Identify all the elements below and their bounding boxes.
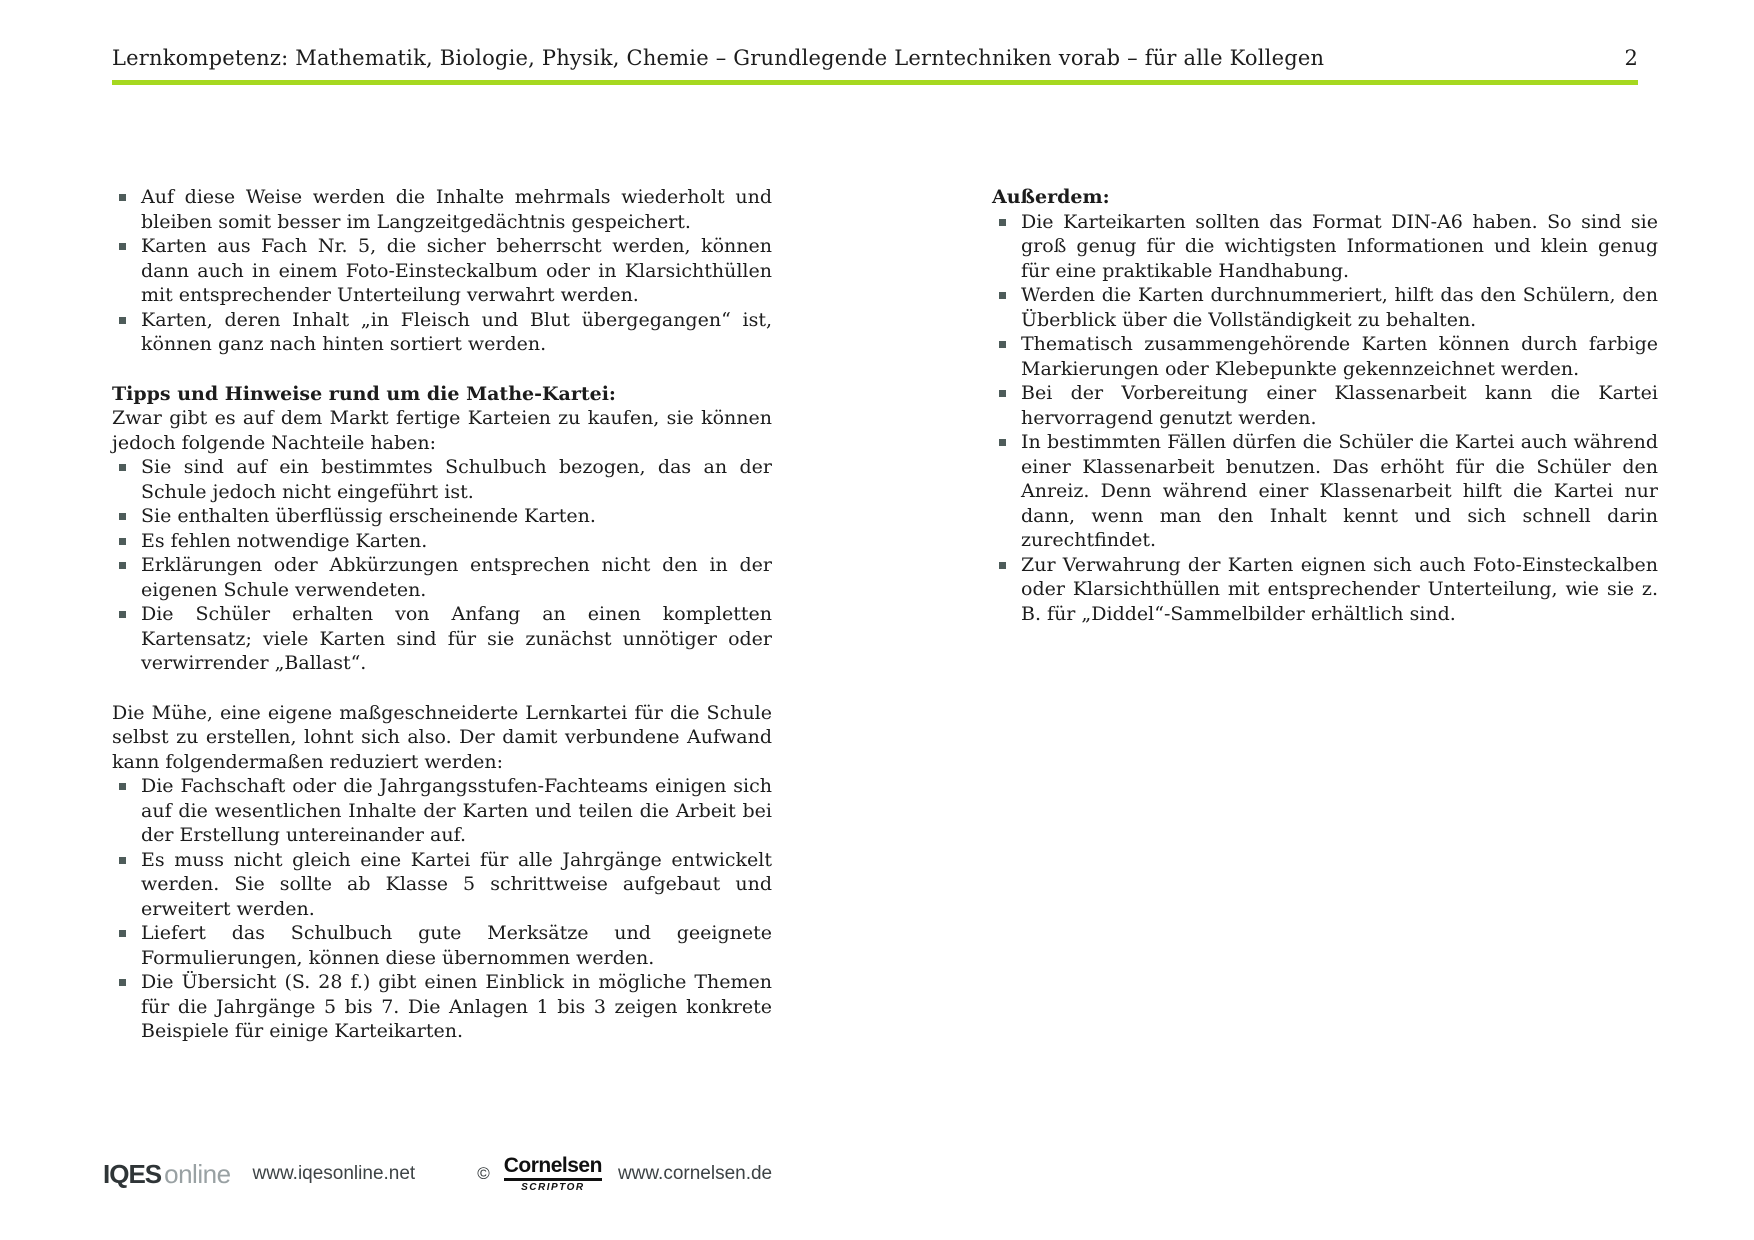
section-heading: Außerdem:: [992, 186, 1110, 208]
list-item: [992, 332, 1658, 381]
cornelsen-logo-text: Cornelsen: [504, 1155, 602, 1181]
iqes-online-logo: [103, 1159, 231, 1190]
bullet-square-icon: [119, 562, 126, 569]
bullet-list: [112, 455, 772, 676]
bullet-square-icon: [119, 513, 126, 520]
section-heading: Tipps und Hinweise rund um die Mathe-Kartei:: [112, 382, 616, 405]
list-item: [112, 848, 772, 922]
bullet-square-icon: [119, 243, 126, 250]
bullet-square-icon: [119, 857, 126, 864]
bullet-square-icon: [119, 930, 126, 937]
bullet-square-icon: [999, 341, 1006, 348]
footer: [103, 1154, 772, 1194]
cornelsen-scriptor-logo: [504, 1155, 602, 1193]
list-item-text: Karten, deren Inhalt „in Fleisch und Blut übergegangen“ ist, können ganz nach hinten sortiert werden.: [141, 308, 772, 355]
paragraph: Zwar gibt es auf dem Markt fertige Karteien zu kaufen, sie können jedoch folgende Nachteile haben:: [112, 407, 772, 454]
bullet-square-icon: [119, 783, 126, 790]
list-item: [112, 308, 772, 357]
list-item-text: Bei der Vorbereitung einer Klassenarbeit kann die Kartei hervorragend genutzt werden.: [1021, 382, 1658, 429]
bullet-square-icon: [999, 390, 1006, 397]
page-header: [112, 46, 1638, 70]
iqes-logo-text: IQES: [103, 1158, 162, 1189]
header-rule: [112, 80, 1638, 85]
copyright-symbol: ©: [477, 1164, 490, 1183]
list-item-text: Karten aus Fach Nr. 5, die sicher beherrscht werden, können dann auch in einem Foto-Einsteckalbum oder in Klarsichthüllen mit entsprechender Unterteilung verwahrt werden.: [141, 235, 772, 306]
list-item-text: Die Karteikarten sollten das Format DIN-A6 haben. So sind sie groß genug für die wichtigsten Informationen und klein genug für eine praktikable Handhabung.: [1021, 210, 1658, 282]
list-item-text: Liefert das Schulbuch gute Merksätze und geeignete Formulierungen, können diese übernommen werden.: [141, 922, 772, 969]
list-item-text: Es fehlen notwendige Karten.: [141, 529, 428, 552]
right-column: [992, 185, 1658, 626]
bullet-square-icon: [119, 464, 126, 471]
bullet-square-icon: [119, 979, 126, 986]
list-item-text: Erklärungen oder Abkürzungen entsprechen nicht den in der eigenen Schule verwendeten.: [141, 554, 772, 601]
list-item: [112, 504, 772, 529]
list-item-text: Die Übersicht (S. 28 f.) gibt einen Einblick in mögliche Themen für die Jahrgänge 5 bis 7. Die Anlagen 1 bis 3 zeigen konkrete Beispiele für einige Karteikarten.: [141, 971, 772, 1042]
bullet-list: [112, 185, 772, 357]
bullet-square-icon: [999, 219, 1006, 226]
list-item: [992, 553, 1658, 627]
list-item: [112, 553, 772, 602]
list-item: [992, 381, 1658, 430]
list-item-text: Die Fachschaft oder die Jahrgangsstufen-Fachteams einigen sich auf die wesentlichen Inhalte der Karten und teilen die Arbeit bei der Erstellung untereinander auf.: [141, 775, 772, 846]
page-header-title: Lernkompetenz: Mathematik, Biologie, Physik, Chemie – Grundlegende Lerntechniken vorab – für alle Kollegen: [112, 46, 1325, 70]
bullet-square-icon: [119, 611, 126, 618]
bullet-square-icon: [119, 194, 126, 201]
bullet-list: [112, 774, 772, 1044]
list-item-text: Die Schüler erhalten von Anfang an einen kompletten Kartensatz; viele Karten sind für sie zunächst unnötiger oder verwirrender „Ballast“.: [141, 603, 772, 674]
bullet-square-icon: [119, 317, 126, 324]
list-item-text: Sie enthalten überflüssig erscheinende Karten.: [141, 505, 596, 527]
list-item: [112, 529, 772, 554]
list-item-text: Werden die Karten durchnummeriert, hilft das den Schülern, den Überblick über die Vollständigkeit zu behalten.: [1021, 284, 1658, 331]
list-item: [112, 921, 772, 970]
list-item: [992, 210, 1658, 284]
list-item: [112, 774, 772, 848]
bullet-list: [992, 210, 1658, 627]
iqes-logo-online-text: online: [164, 1158, 231, 1189]
list-item-text: Sie sind auf ein bestimmtes Schulbuch bezogen, das an der Schule jedoch nicht eingeführt ist.: [141, 456, 772, 503]
list-item-text: Zur Verwahrung der Karten eignen sich auch Foto-Einsteckalben oder Klarsichthüllen mit entsprechender Unterteilung, wie sie z. B. für „Diddel“-Sammelbilder erhältlich sind.: [1021, 553, 1658, 625]
scriptor-logo-text: SCRIPTOR: [521, 1182, 585, 1193]
list-item: [112, 455, 772, 504]
paragraph: Die Mühe, eine eigene maßgeschneiderte Lernkartei für die Schule selbst zu erstellen, lohnt sich also. Der damit verbundene Aufwand kann folgendermaßen reduziert werden:: [112, 701, 772, 773]
page-number: 2: [1624, 46, 1638, 70]
list-item: [112, 970, 772, 1044]
left-column: [112, 185, 772, 1044]
bullet-square-icon: [999, 439, 1006, 446]
iqes-url: www.iqesonline.net: [252, 1163, 416, 1184]
list-item: [112, 602, 772, 676]
bullet-square-icon: [999, 562, 1006, 569]
cornelsen-url: www.cornelsen.de: [617, 1163, 773, 1184]
list-item: [992, 283, 1658, 332]
list-item-text: Es muss nicht gleich eine Kartei für alle Jahrgänge entwickelt werden. Sie sollte ab Klasse 5 schrittweise aufgebaut und erweitert werden.: [141, 848, 772, 920]
bullet-square-icon: [119, 538, 126, 545]
list-item-text: In bestimmten Fällen dürfen die Schüler die Kartei auch während einer Klassenarbeit benutzen. Das erhöht für die Schüler den Anreiz. Denn während einer Klassenarbeit hilft die Kartei nur dann, wenn man den Inhalt kennt und sich schnell darin zurechtfindet.: [1021, 431, 1658, 551]
list-item-text: Auf diese Weise werden die Inhalte mehrmals wiederholt und bleiben somit besser im Langzeitgedächtnis gespeichert.: [141, 186, 772, 233]
bullet-square-icon: [999, 292, 1006, 299]
list-item: [112, 234, 772, 308]
list-item-text: Thematisch zusammengehörende Karten können durch farbige Markierungen oder Klebepunkte gekennzeichnet werden.: [1021, 333, 1658, 380]
list-item: [992, 430, 1658, 553]
list-item: [112, 185, 772, 234]
